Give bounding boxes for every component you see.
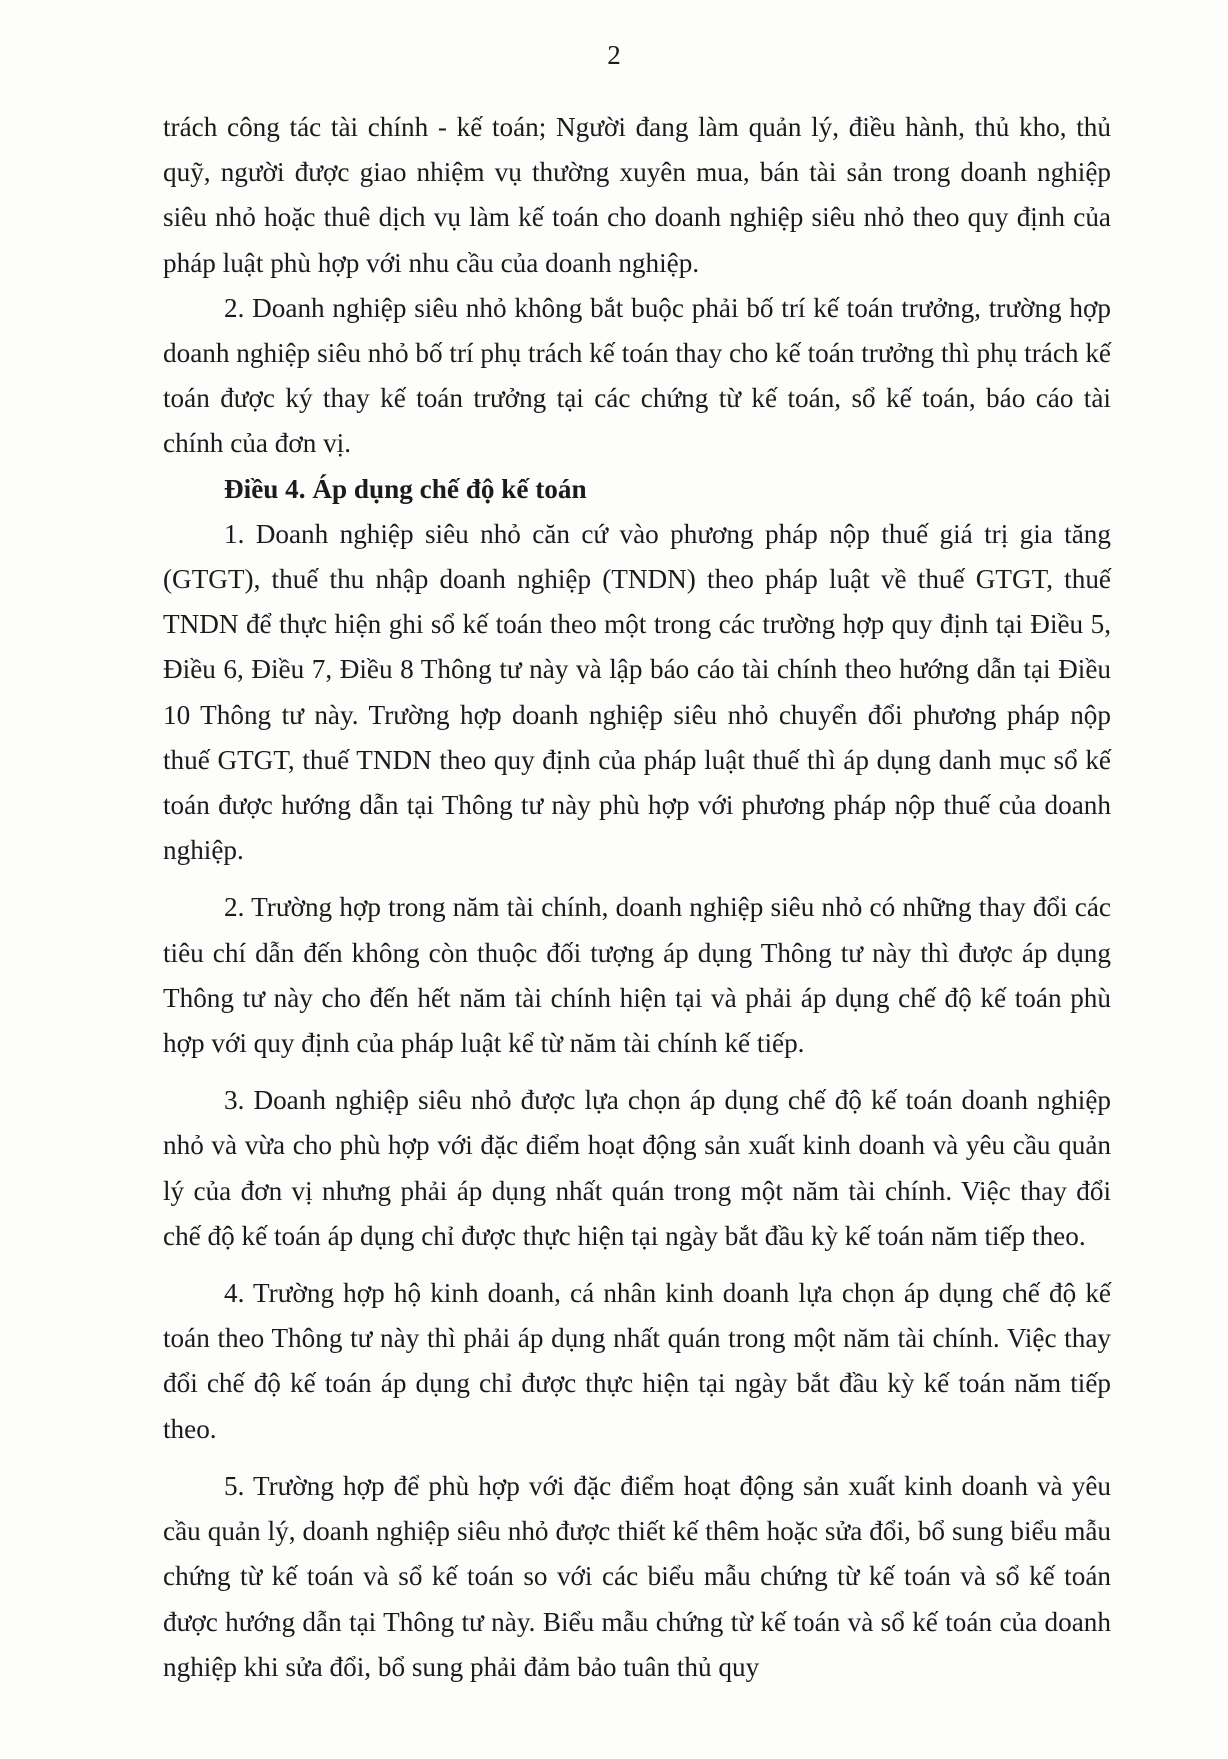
paragraph-article-4-clause-4: 4. Trường hợp hộ kinh doanh, cá nhân kinh doanh lựa chọn áp dụng chế độ kế toán theo Thông tư này thì phải áp dụng nhất quán trong một năm tài chính. Việc thay đổi chế độ kế toán áp dụng chỉ được thực hiện tại ngày bắt đầu kỳ kế toán năm tiếp theo. [163, 1278, 1111, 1444]
document-body [163, 105, 1111, 1690]
paragraph-article-4-clause-1: 1. Doanh nghiệp siêu nhỏ căn cứ vào phương pháp nộp thuế giá trị gia tăng (GTGT), thuế thu nhập doanh nghiệp (TNDN) theo pháp luật về thuế GTGT, thuế TNDN để thực hiện ghi sổ kế toán theo một trong các trường hợp quy định tại Điều 5, Điều 6, Điều 7, Điều 8 Thông tư này và lập báo cáo tài chính theo hướng dẫn tại Điều 10 Thông tư này. Trường hợp doanh nghiệp siêu nhỏ chuyển đổi phương pháp nộp thuế GTGT, thuế TNDN theo quy định của pháp luật thuế thì áp dụng danh mục sổ kế toán được hướng dẫn tại Thông tư này phù hợp với phương pháp nộp thuế của doanh nghiệp. [163, 518, 1111, 866]
paragraph-article-4-clause-5: 5. Trường hợp để phù hợp với đặc điểm hoạt động sản xuất kinh doanh và yêu cầu quản lý, doanh nghiệp siêu nhỏ được thiết kế thêm hoặc sửa đổi, bổ sung biểu mẫu chứng từ kế toán và sổ kế toán so với các biểu mẫu chứng từ kế toán và sổ kế toán được hướng dẫn tại Thông tư này. Biểu mẫu chứng từ kế toán và sổ kế toán của doanh nghiệp khi sửa đổi, bổ sung phải đảm bảo tuân thủ quy [163, 1470, 1111, 1682]
paragraph-article-4-clause-3: 3. Doanh nghiệp siêu nhỏ được lựa chọn áp dụng chế độ kế toán doanh nghiệp nhỏ và vừa cho phù hợp với đặc điểm hoạt động sản xuất kinh doanh và yêu cầu quản lý của đơn vị nhưng phải áp dụng nhất quán trong một năm tài chính. Việc thay đổi chế độ kế toán áp dụng chỉ được thực hiện tại ngày bắt đầu kỳ kế toán năm tiếp theo. [163, 1085, 1111, 1251]
paragraph-article-4-clause-2: 2. Trường hợp trong năm tài chính, doanh nghiệp siêu nhỏ có những thay đổi các tiêu chí dẫn đến không còn thuộc đối tượng áp dụng Thông tư này thì được áp dụng Thông tư này cho đến hết năm tài chính hiện tại và phải áp dụng chế độ kế toán phù hợp với quy định của pháp luật kể từ năm tài chính kế tiếp. [163, 892, 1111, 1059]
page-number: 2 [607, 40, 621, 70]
article-4-heading: Điều 4. Áp dụng chế độ kế toán [224, 473, 587, 504]
paragraph-clause-2: 2. Doanh nghiệp siêu nhỏ không bắt buộc phải bố trí kế toán trưởng, trường hợp doanh nghiệp siêu nhỏ bố trí phụ trách kế toán thay cho kế toán trưởng thì phụ trách kế toán được ký thay kế toán trưởng tại các chứng từ kế toán, sổ kế toán, báo cáo tài chính của đơn vị. [163, 292, 1111, 459]
paragraph-continuation: trách công tác tài chính - kế toán; Người đang làm quản lý, điều hành, thủ kho, thủ quỹ, người được giao nhiệm vụ thường xuyên mua, bán tài sản trong doanh nghiệp siêu nhỏ hoặc thuê dịch vụ làm kế toán cho doanh nghiệp siêu nhỏ theo quy định của pháp luật phù hợp với nhu cầu của doanh nghiệp. [163, 112, 1111, 278]
